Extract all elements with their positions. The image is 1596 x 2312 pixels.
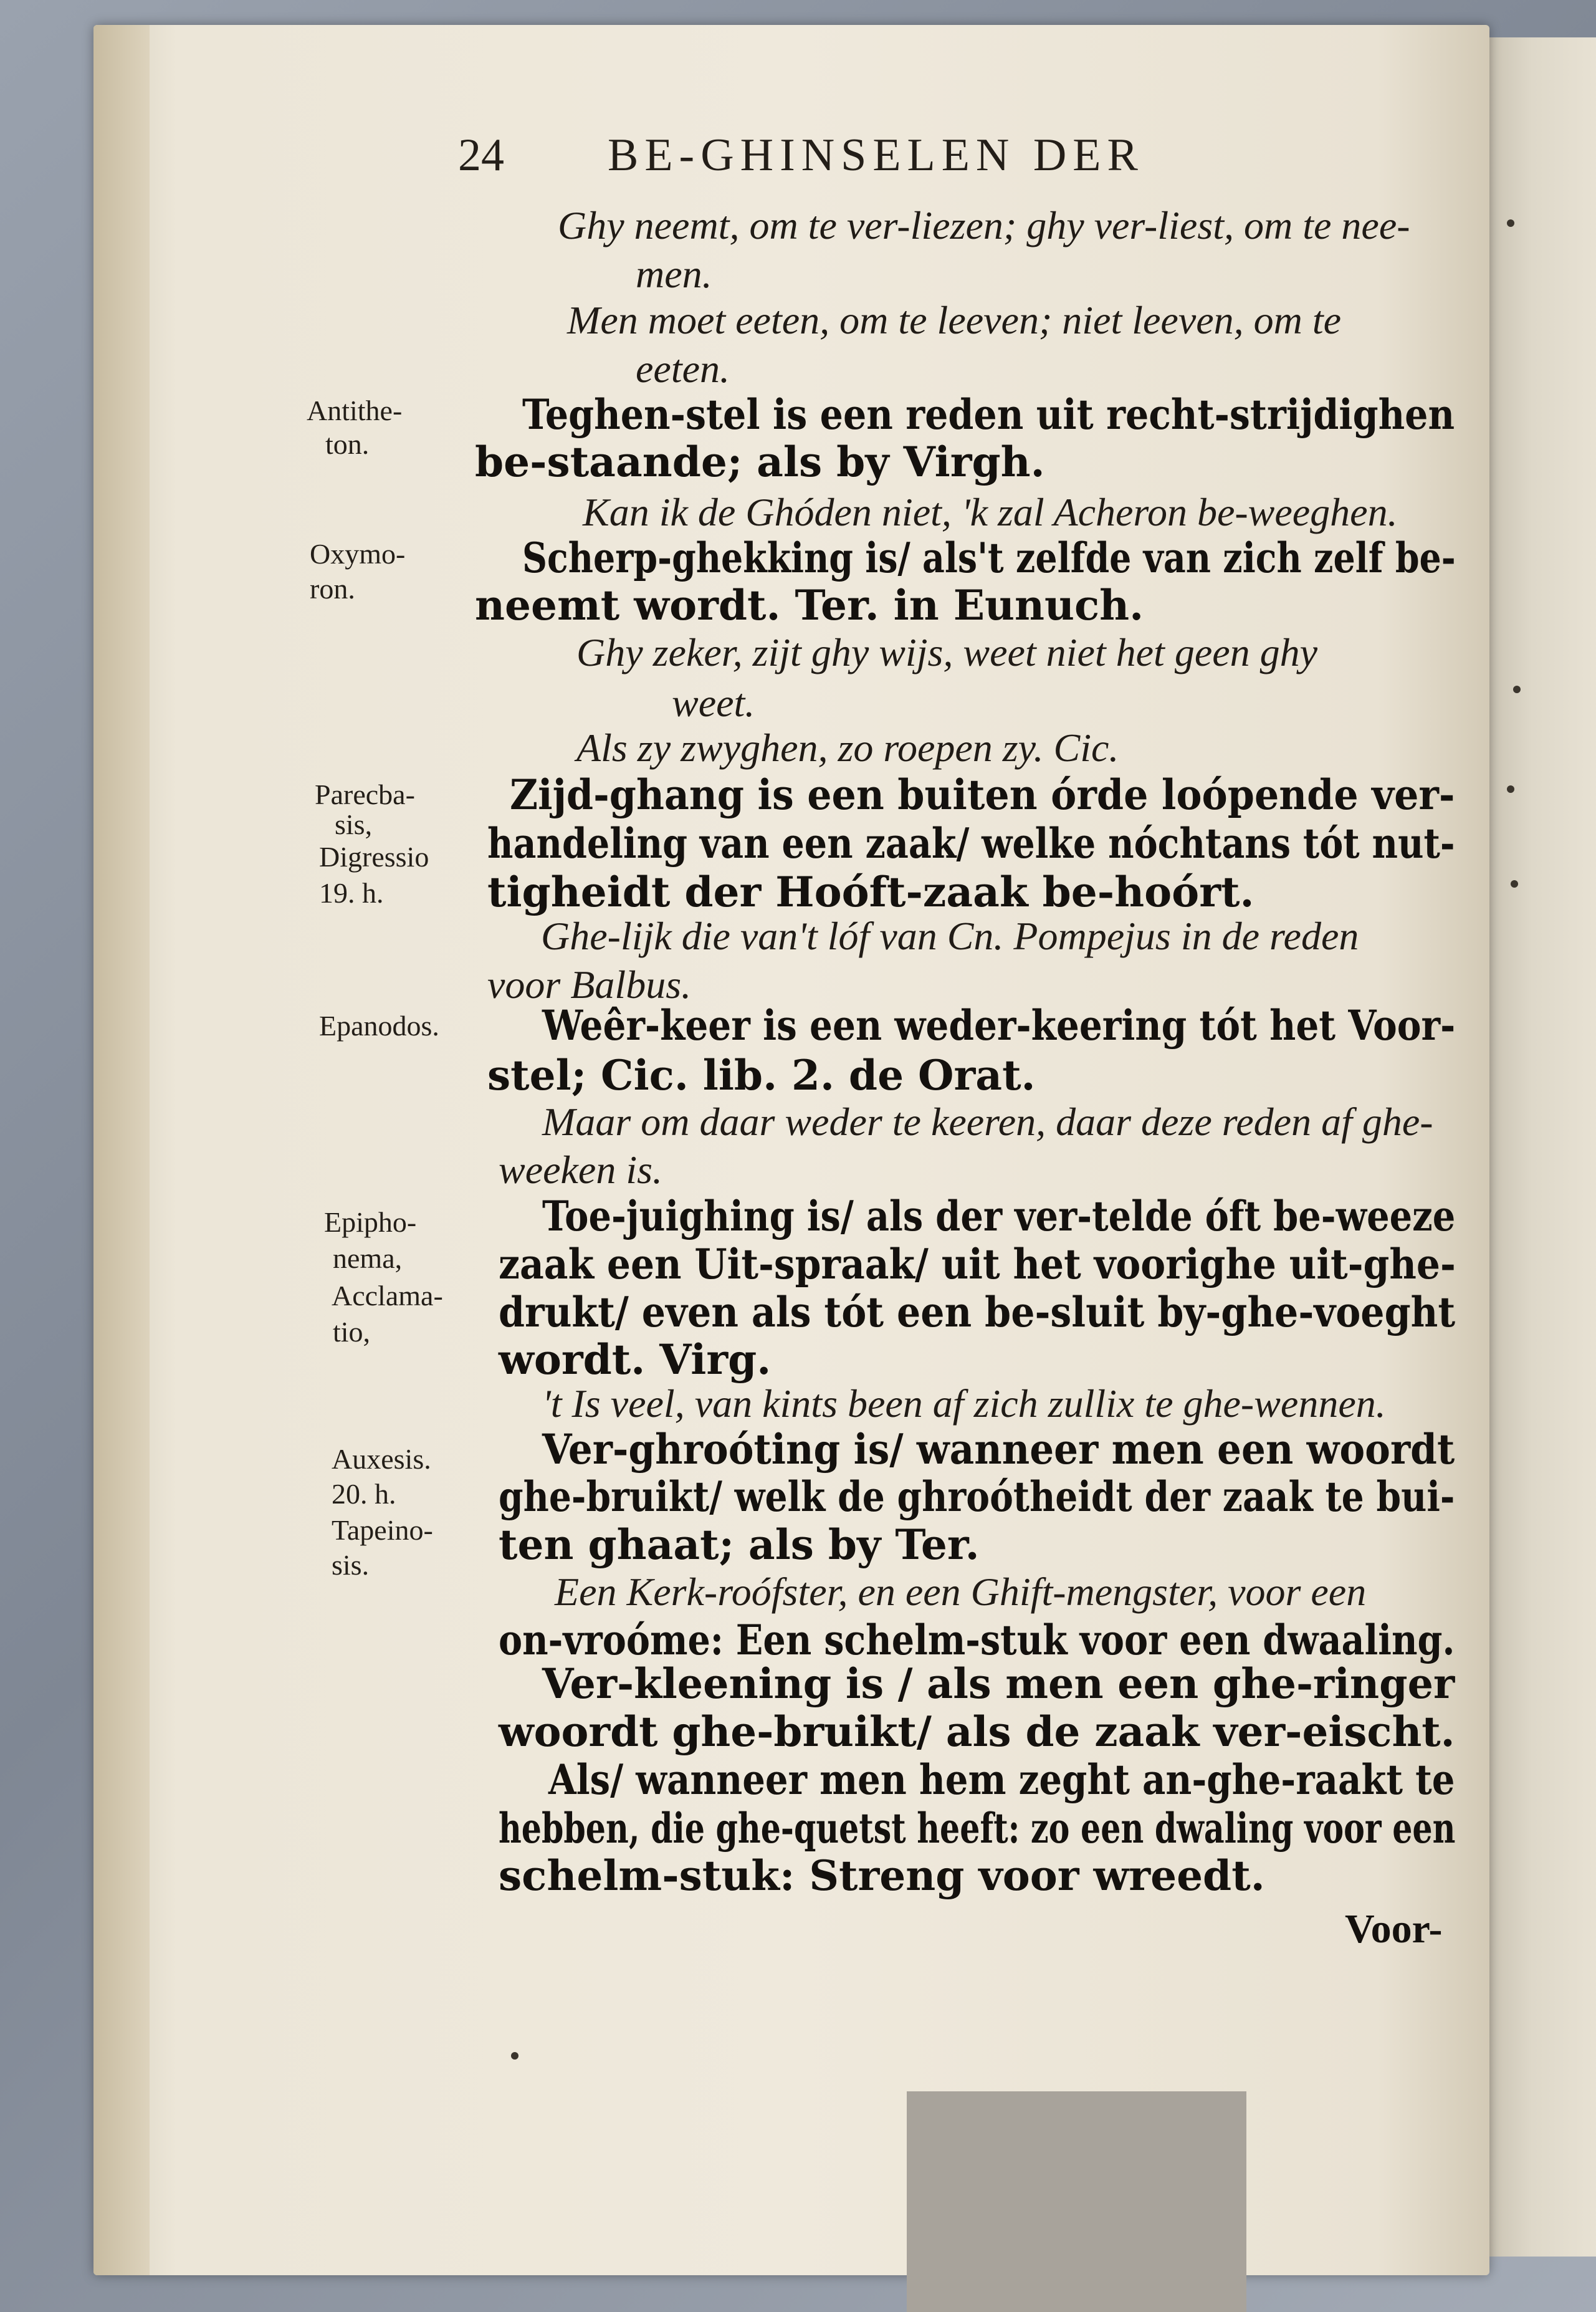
text-line: hebben, die ghe-quetst heeft: zo een dwaling voor een [499,1804,1456,1853]
margin-note: 19. h. [319,877,384,909]
margin-note: Acclama- [332,1280,443,1312]
text-line: tigheidt der Hoóft-zaak be-hoórt. [487,868,1254,916]
text-line: Zijd-ghang is een buiten órde loópende ver- [510,770,1455,819]
text-line: Kan ik de Ghóden niet, 'k zal Acheron be-weeghen. [583,490,1398,534]
text-line: Ghy zeker, zijt ghy wijs, weet niet het geen ghy [576,630,1318,674]
text-line: zaak een Uit-spraak/ uit het voorighe uit-ghe- [499,1240,1456,1288]
margin-note: nema, [333,1242,403,1274]
text-line: Een Kerk-roófster, en een Ghift-mengster, voor een [555,1570,1367,1614]
text-line: men. [636,252,712,296]
text-line: Maar om daar weder te keeren, daar deze reden af ghe- [542,1100,1433,1144]
text-line: Ghe-lijk die van't lóf van Cn. Pompejus in de reden [541,914,1359,958]
text-line: Men moet eeten, om te leeven; niet leeven, om te [567,298,1342,342]
text-line: ten ghaat; als by Ter. [499,1520,980,1569]
text-line: handeling van een zaak/ welke nóchtans tót nut- [487,819,1455,868]
margin-note: 20. h. [332,1478,396,1510]
binding-hole [1507,219,1514,227]
text-line: Weêr-keer is een weder-keering tót het Voor- [542,1001,1456,1050]
margin-note: sis. [332,1549,370,1581]
text-line: eeten. [636,347,730,391]
page-number: 24 [458,130,504,181]
margin-note: Digressio [319,841,429,873]
text-line: wordt. Virg. [499,1335,772,1384]
text-line: schelm-stuk: Streng voor wreedt. [499,1851,1265,1900]
running-head: BE-GHINSELEN DER [608,130,1144,181]
margin-note: Parecba- [315,779,415,810]
text-line: voor Balbus. [487,962,692,1007]
text-line: on-vroóme: Een schelm-stuk voor een dwaaling. [499,1616,1455,1664]
ink-mark [511,2052,518,2060]
margin-note: sis, [335,808,373,840]
text-line: drukt/ even als tót een be-sluit by-ghe-voeght [499,1288,1456,1336]
margin-note: Auxesis. [332,1443,431,1475]
text-line: Scherp-ghekking is/ als't zelfde van zich zelf be- [522,534,1456,582]
text-line: stel; Cic. lib. 2. de Orat. [487,1051,1036,1100]
margin-note: Epanodos. [319,1010,439,1042]
binding-hole [1507,785,1514,793]
text-line: ghe-bruikt/ welk de ghroótheidt der zaak te bui- [499,1472,1455,1521]
margin-note: ton. [325,428,370,460]
text-line: Als/ wanneer men hem zeght an-ghe-raakt te [548,1755,1455,1804]
text-line: Ver-kleening is / als men een ghe-ringer [542,1659,1455,1708]
text-line: Teghen-stel is een reden uit recht-strijdighen [522,390,1455,439]
catchword: Voor- [1345,1906,1443,1952]
text-line: woordt ghe-bruikt/ als de zaak ver-eischt. [499,1707,1455,1756]
binding-hole [1511,880,1518,888]
text-line: weet. [672,681,755,725]
text-line: Ver-ghroóting is/ wanneer men een woordt [542,1425,1455,1474]
margin-note: Oxymo- [310,538,406,570]
margin-note: Epipho- [324,1206,417,1238]
text-line: Toe-juighing is/ als der ver-telde óft be-weeze [542,1192,1456,1240]
text-line: weeken is. [499,1148,662,1192]
binding-hole [1513,686,1521,693]
margin-note: Antithe- [307,395,403,426]
margin-note: tio, [333,1316,371,1348]
text-line: Ghy neemt, om te ver-liezen; ghy ver-liest, om te nee- [558,203,1410,247]
text-line: be-staande; als by Virgh. [475,438,1045,486]
margin-note: Tapeino- [332,1514,433,1546]
text-line: Als zy zwyghen, zo roepen zy. Cic. [576,726,1119,770]
margin-note: ron. [310,573,355,605]
text-line: 't Is veel, van kints been af zich zullix te ghe-wennen. [542,1381,1386,1426]
text-line: neemt wordt. Ter. in Eunuch. [475,581,1144,630]
